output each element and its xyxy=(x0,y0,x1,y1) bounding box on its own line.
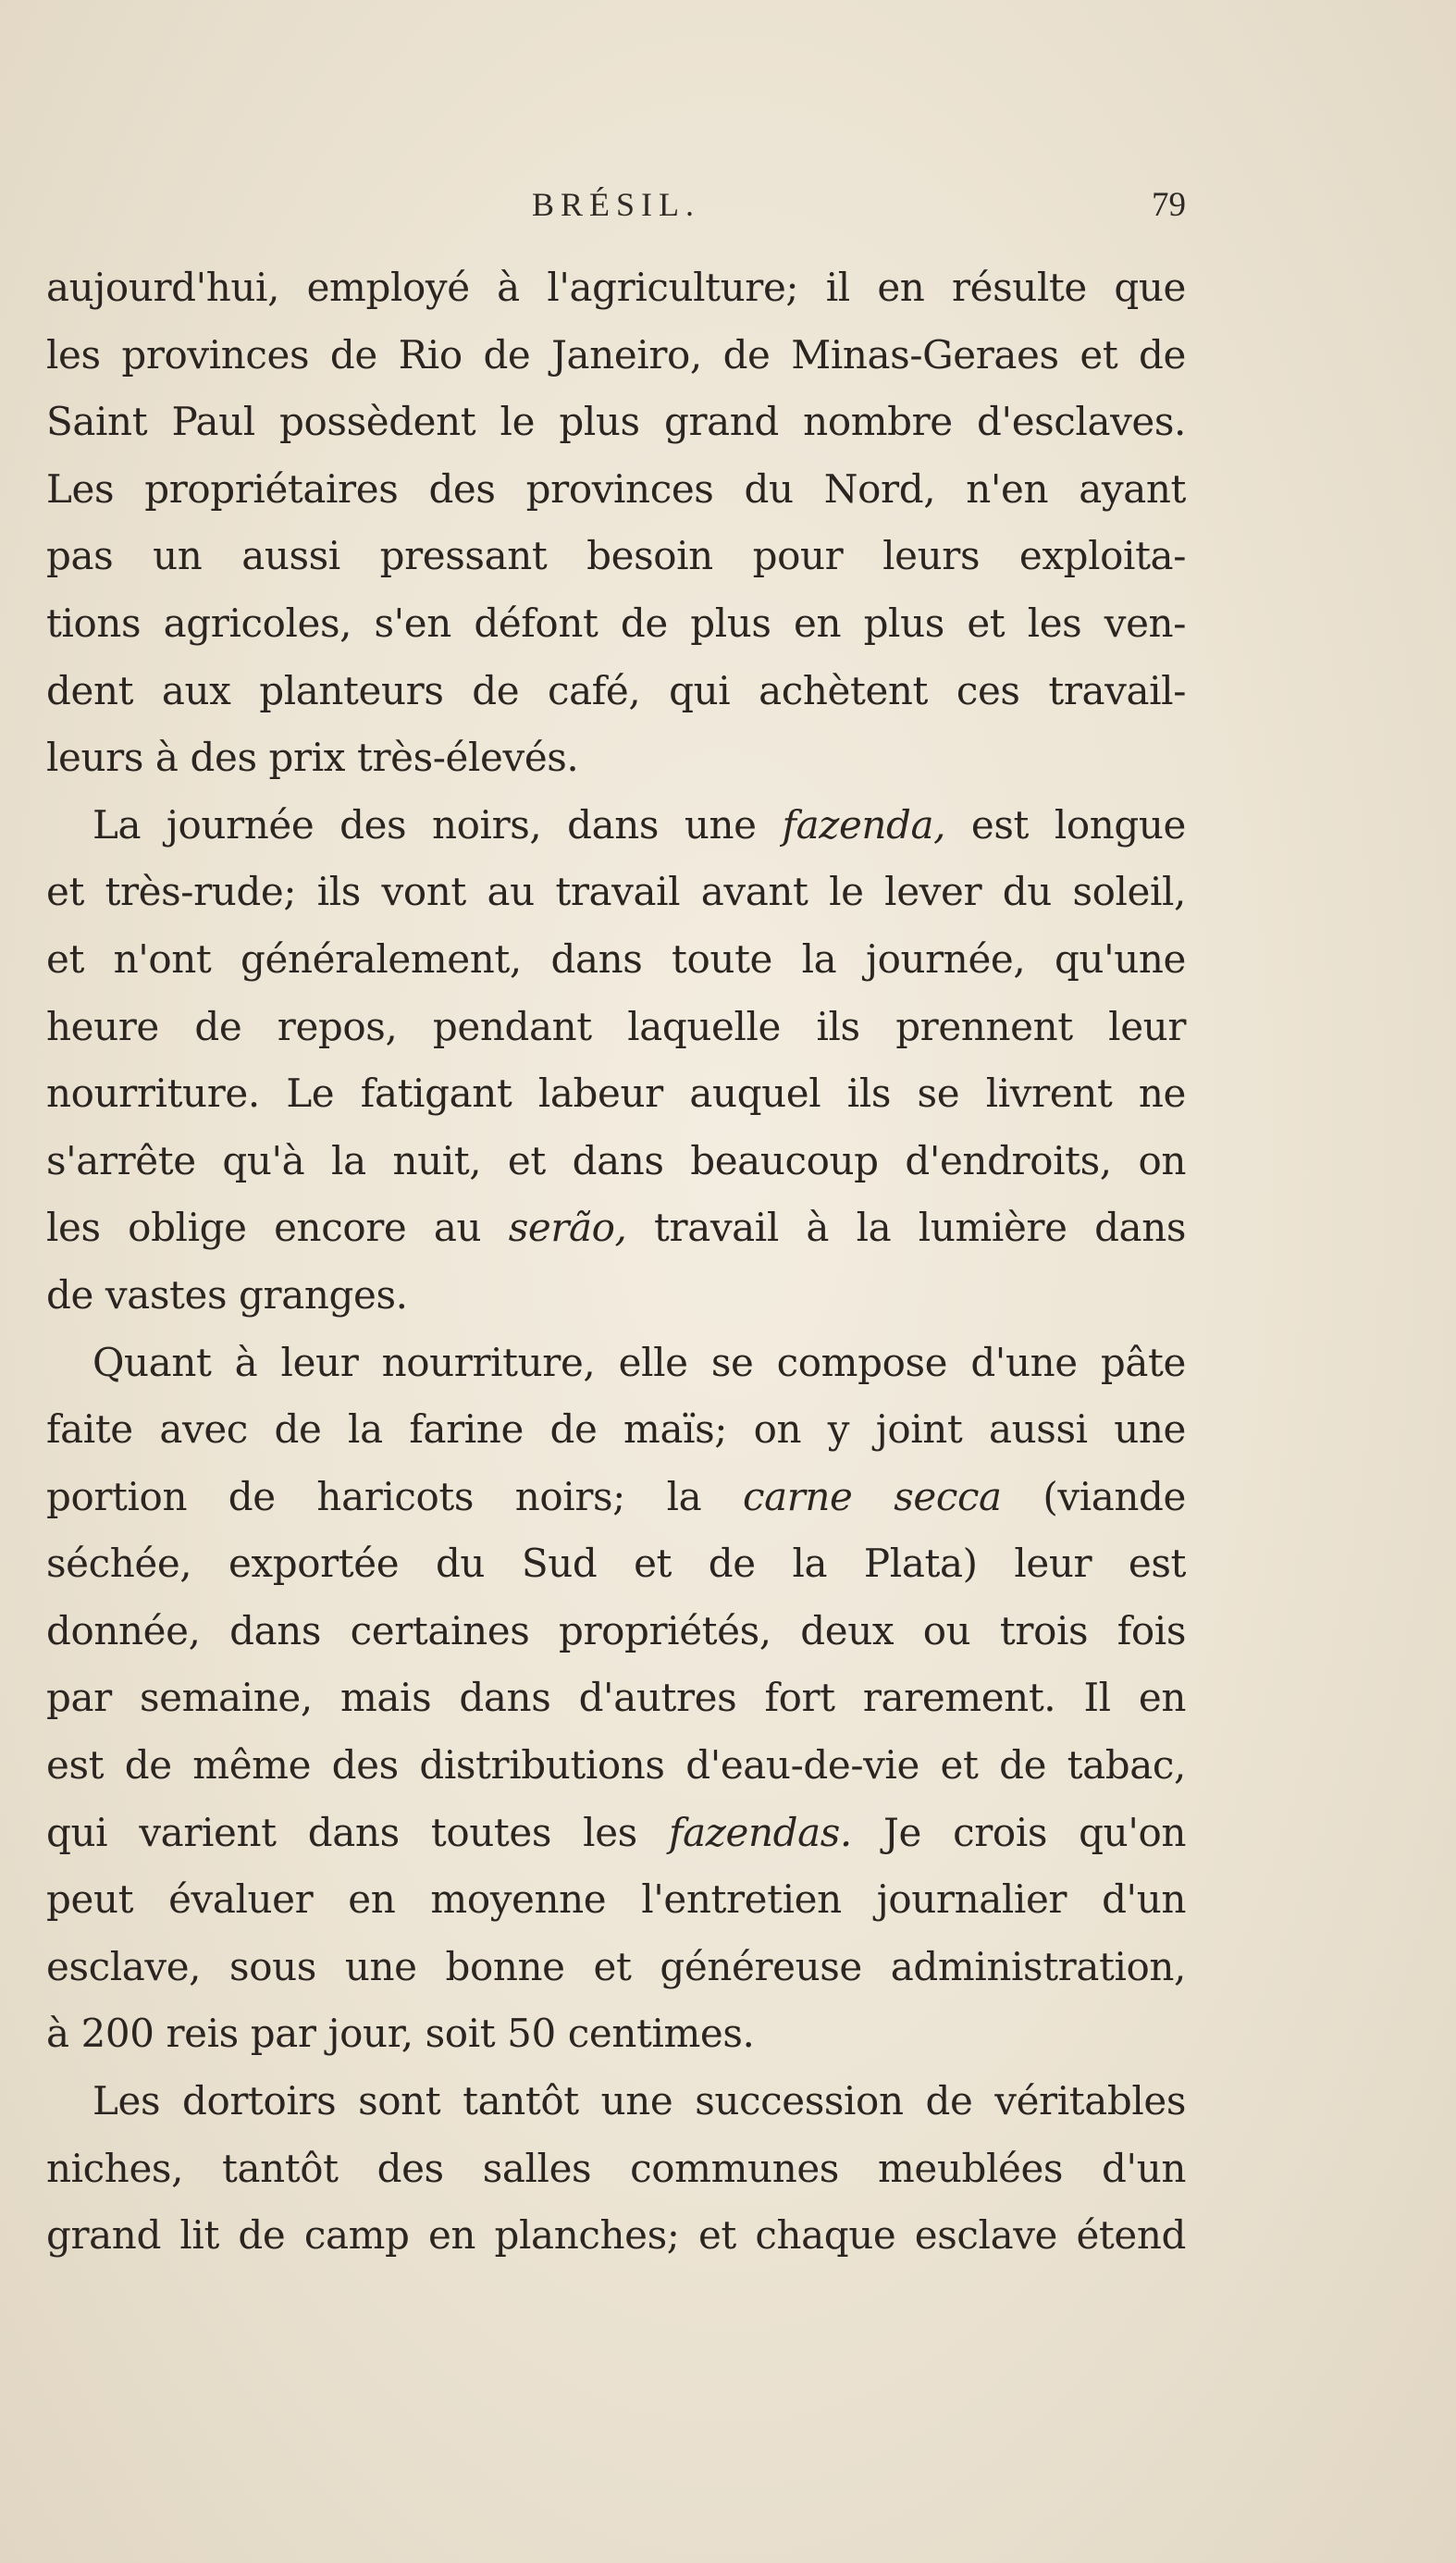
text-line: heure de repos, pendant laquelle ils prennent leur xyxy=(46,1003,1186,1049)
text-line: tions agricoles, s'en défont de plus en plus et les ven- xyxy=(46,600,1186,646)
body-text xyxy=(46,254,1186,2270)
text-line: nourriture. Le fatigant labeur auquel ils se livrent ne xyxy=(46,1071,1186,1117)
text-line: et très-rude; ils vont au travail avant le lever du soleil, xyxy=(46,869,1186,915)
running-title: BRÉSIL. xyxy=(531,186,700,223)
text-line: est de même des distributions d'eau-de-vie et de tabac, xyxy=(46,1742,1186,1789)
text-line: niches, tantôt des salles communes meublées d'un xyxy=(46,2145,1186,2191)
text-line: Saint Paul possèdent le plus grand nombre d'esclaves. xyxy=(46,399,1186,445)
text-line: esclave, sous une bonne et généreuse administration, xyxy=(46,1943,1186,1989)
page-header xyxy=(46,185,1186,231)
text-line: Les propriétaires des provinces du Nord, n'en ayant xyxy=(46,465,1186,512)
text-line: leurs à des prix très-élevés. xyxy=(46,735,579,781)
italic-term: fazenda, xyxy=(782,801,946,848)
text-line: peut évaluer en moyenne l'entretien journalier d'un xyxy=(46,1876,1186,1923)
text-line: de vastes granges. xyxy=(46,1271,408,1318)
page-number: 79 xyxy=(1152,186,1186,224)
text-line: Quant à leur nourriture, elle se compose d'une pâte xyxy=(93,1339,1186,1385)
text-line: pas un aussi pressant besoin pour leurs exploita- xyxy=(46,533,1186,579)
italic-term: serão, xyxy=(508,1205,627,1251)
text-line: dent aux planteurs de café, qui achètent ces travail- xyxy=(46,667,1186,713)
text-line: et n'ont généralement, dans toute la journée, qu'une xyxy=(46,935,1186,982)
text-line: La journée des noirs, dans une fazenda, est longue xyxy=(93,801,1186,848)
text-line: à 200 reis par jour, soit 50 centimes. xyxy=(46,2011,755,2057)
text-line: qui varient dans toutes les fazendas. Je crois qu'on xyxy=(46,1809,1187,1855)
text-line: faite avec de la farine de maïs; on y joint aussi une xyxy=(46,1406,1186,1453)
italic-term: carne secca xyxy=(742,1473,1002,1519)
text-line: aujourd'hui, employé à l'agriculture; il en résulte que xyxy=(46,265,1186,310)
text-line: les provinces de Rio de Janeiro, de Minas-Geraes et de xyxy=(46,331,1186,378)
text-line: par semaine, mais dans d'autres fort rarement. Il en xyxy=(46,1675,1186,1721)
text-line: donnée, dans certaines propriétés, deux ou trois fois xyxy=(46,1607,1186,1653)
text-line: séchée, exportée du Sud et de la Plata) leur est xyxy=(46,1541,1186,1587)
italic-term: fazendas. xyxy=(669,1809,852,1855)
text-line: Les dortoirs sont tantôt une succession de véritables xyxy=(93,2078,1186,2124)
text-line: grand lit de camp en planches; et chaque esclave étend xyxy=(46,2212,1186,2259)
text-line: s'arrête qu'à la nuit, et dans beaucoup d'endroits, on xyxy=(46,1137,1186,1183)
text-line: les oblige encore au serão, travail à la lumière dans xyxy=(46,1205,1187,1251)
text-line: portion de haricots noirs; la carne secca (viande xyxy=(46,1473,1186,1519)
